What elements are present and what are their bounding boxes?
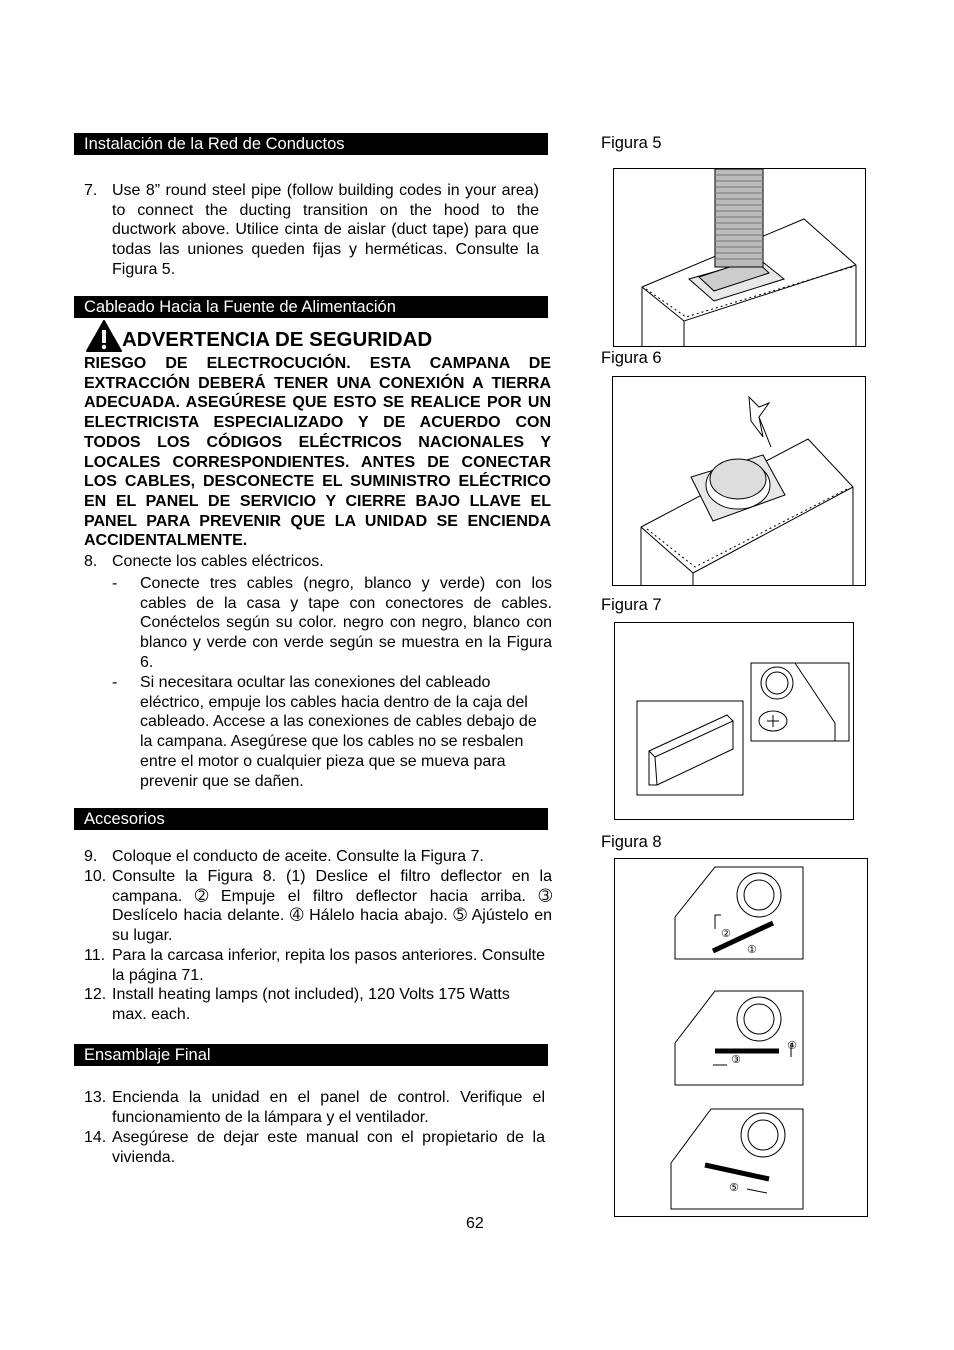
section-heading-ducting: Instalación de la Red de Conductos bbox=[74, 133, 548, 155]
step-14 bbox=[84, 1128, 545, 1167]
step-13 bbox=[84, 1088, 545, 1127]
step-9 bbox=[84, 847, 539, 867]
figure-8-filter-install bbox=[614, 858, 868, 1217]
step-number: 10. bbox=[84, 868, 107, 885]
step-number: 9. bbox=[84, 848, 98, 865]
section-heading-final: Ensamblaje Final bbox=[74, 1044, 548, 1066]
step-number: 12. bbox=[84, 986, 107, 1003]
figure-5-label: Figura 5 bbox=[601, 134, 662, 152]
step-text: Consulte la Figura 8. (1) Deslice el filtro deflector en la campana. ➁ Empuje el filtro deflector hacia arriba. ➂ Deslícelo hacia delante. ➃ Hálelo hacia abajo. ➄ Ajústelo en su lugar. bbox=[112, 868, 552, 945]
step-5-marker: ⑤ bbox=[729, 1181, 739, 1194]
duct-pipe-illustration bbox=[614, 169, 865, 346]
wiring-illustration bbox=[613, 377, 865, 585]
step-text: Asegúrese de dejar este manual con el propietario de la vivienda. bbox=[112, 1129, 545, 1166]
step-7 bbox=[84, 181, 539, 280]
section-heading-wiring: Cableado Hacia la Fuente de Alimentación bbox=[74, 296, 548, 318]
oil-channel-illustration bbox=[615, 623, 853, 819]
step-4-marker: ④ bbox=[787, 1039, 797, 1052]
step-number: 14. bbox=[84, 1129, 107, 1146]
step-1-marker: ① bbox=[747, 943, 757, 956]
dash-bullet: - bbox=[112, 575, 118, 592]
step-number: 8. bbox=[84, 553, 98, 570]
step-text: Install heating lamps (not included), 120 Volts 175 Watts max. each. bbox=[112, 986, 510, 1023]
page-number: 62 bbox=[466, 1215, 484, 1232]
substep-text: Si necesitara ocultar las conexiones del cableado eléctrico, empuje los cables hacia dentro de la caja del cableado. Accese a las conexiones de cables debajo de la campana. Asegúrese que los cables no se resbalen entre el motor o cualquier pieza que se mueva para prevenir que se dañen. bbox=[140, 674, 537, 790]
step-text: Para la carcasa inferior, repita los pasos anteriores. Consulte la página 71. bbox=[112, 947, 545, 984]
figure-7-oil-channel bbox=[614, 622, 854, 820]
figure-8-label: Figura 8 bbox=[601, 833, 662, 851]
section-heading-accessories: Accesorios bbox=[74, 808, 548, 830]
baffle-filter-illustration bbox=[615, 859, 867, 1216]
figure-7-label: Figura 7 bbox=[601, 596, 662, 614]
figure-6-label: Figura 6 bbox=[601, 349, 662, 367]
step-text: Use 8” round steel pipe (follow building codes in your area) to connect the ducting transition on the hood to the ductwork above. Utilice cinta de aislar (duct tape) para que todas las uniones queden fijas y herméticas. Consulte la Figura 5. bbox=[112, 182, 539, 278]
warning-icon bbox=[86, 320, 122, 352]
step-8 bbox=[84, 552, 539, 572]
step-text: Encienda la unidad en el panel de control. Verifique el funcionamiento de la lámpara y el ventilador. bbox=[112, 1089, 545, 1126]
warning-body: RIESGO DE ELECTROCUCIÓN. ESTA CAMPANA DE EXTRACCIÓN DEBERÁ TENER UNA CONEXIÓN A TIERRA ADECUADA. ASEGÚRESE QUE ESTO SE REALICE POR UN ELECTRICISTA ESPECIALIZADO Y DE ACUERDO CON TODOS LOS CÓDIGOS ELÉCTRICOS NACIONALES Y LOCALES CORRESPONDIENTES. ANTES DE CONECTAR LOS CABLES, DESCONECTE EL SUMINISTRO ELÉCTRICO EN EL PANEL DE SERVICIO Y CIERRE BAJO LLAVE EL PANEL PARA PREVENIR QUE LA UNIDAD SE ENCIENDA ACCIDENTALMENTE. bbox=[84, 355, 551, 550]
dash-bullet: - bbox=[112, 674, 118, 691]
step-12 bbox=[84, 985, 539, 1024]
step-number: 11. bbox=[84, 947, 106, 964]
step-10 bbox=[84, 867, 552, 946]
substep-8a bbox=[112, 574, 552, 673]
step-text: Conecte los cables eléctricos. bbox=[112, 553, 324, 570]
step-number: 13. bbox=[84, 1089, 107, 1106]
substep-8b bbox=[112, 673, 552, 791]
step-11 bbox=[84, 946, 545, 985]
warning-heading: ADVERTENCIA DE SEGURIDAD bbox=[122, 328, 433, 351]
step-number: 7. bbox=[84, 182, 98, 199]
safety-warning-title bbox=[86, 318, 432, 352]
figure-6-wiring bbox=[612, 376, 866, 586]
figure-5-duct-install bbox=[613, 168, 866, 347]
step-2-marker: ② bbox=[721, 927, 731, 940]
substep-text: Conecte tres cables (negro, blanco y verde) con los cables de la casa y tape con conectores de cables. Conéctelos según su color. negro con negro, blanco con blanco y verde con verde según se muestra en la Figura 6. bbox=[140, 575, 552, 671]
step-3-marker: ③ bbox=[731, 1053, 741, 1066]
step-text: Coloque el conducto de aceite. Consulte la Figura 7. bbox=[112, 848, 484, 865]
